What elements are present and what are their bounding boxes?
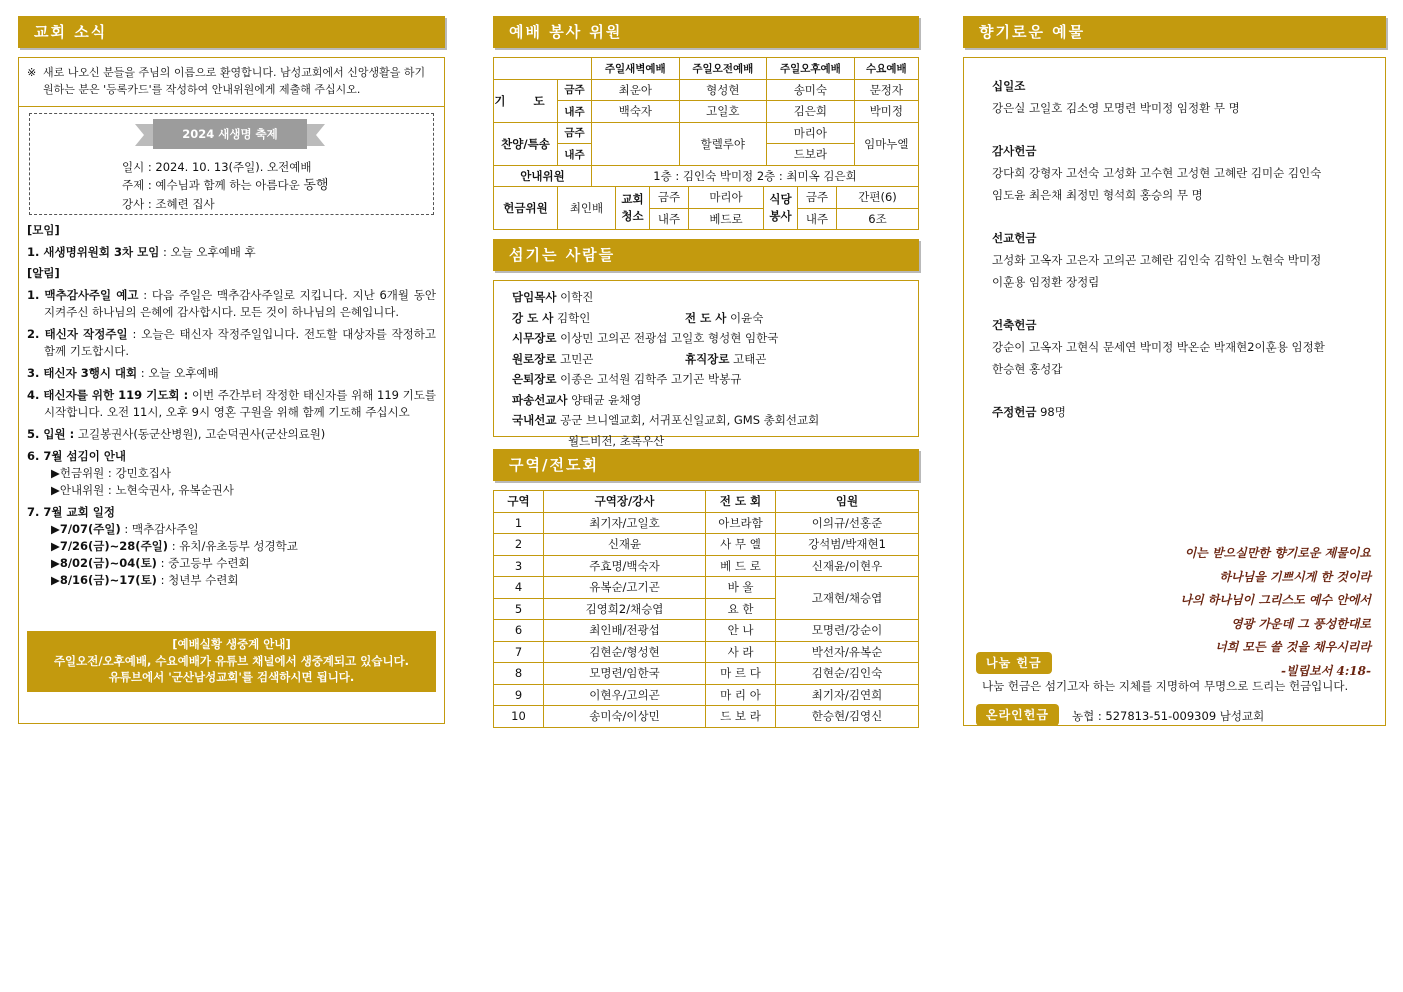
welcome-text: 새로 나오신 분들을 주님의 이름으로 환영합니다. 남성교회에서 신앙생활을 하기 원하는 분은 '등록카드'를 작성하여 안내위원에게 제출해 주십시오.: [43, 66, 426, 96]
news-list: [19, 215, 444, 593]
servants-list: [493, 280, 919, 448]
online-offering-account: 농협 : 527813-51-009309 남성교회: [1072, 709, 1265, 723]
notice-item-7: 7. 7월 교회 일정 ▶7/07(주일) : 맥추감사주일 ▶7/26(금)~28(주일) : 유치/유초등부 성경학교 ▶8/02(금)~04(토) : 중고등부 수련회 ▶8/16(금)~17(토) : 청년부 수련회: [27, 505, 298, 587]
offering-list: [992, 75, 1325, 423]
servants-header: 섬기는 사람들: [493, 239, 919, 271]
offering-header: 향기로운 예물: [963, 16, 1386, 48]
table-row: 8 모명련/임한국 마 르 다 김현순/김인숙: [494, 663, 919, 685]
servant-row: 원로장로 고민곤 휴직장로 고태곤: [512, 351, 767, 366]
district-header: 구역/전도회: [493, 449, 919, 481]
festival-ribbon: [135, 119, 325, 149]
notice-item-2: 2. 태신자 작정주일 : 오늘은 태신자 작정주일입니다. 전도할 대상자를 작정하고 함께 기도합시다.: [27, 327, 437, 358]
section-notice: [알림]: [27, 266, 60, 280]
service-table: 주일새벽예배 주일오전예배 주일오후예배 수요예배 기 도 금주 최운아 형성현 송미숙 문정자 내주 백숙자 고일호 김은희 박미정 찬양/특송 금주 할렐루야 마리아 임마누엘 내주 드보라 안내위원 1층 : 김인숙 박미정 2층 : 최미옥 김은희: [493, 57, 919, 187]
table-row: 5 김영희2/채승엽 요 한: [494, 598, 919, 620]
bible-verse: 이는 받으실만한 향기로운 제물이요 하나님을 기쁘시게 한 것이라 나의 하나님이 그리스도 예수 안에서 영광 가운데 그 풍성한대로 너희 모든 쓸 것을 채우시리라 -빌립보서 4:18-: [1180, 546, 1371, 678]
table-row: 6 최인배/전광섭 안 나 모명련/강순이: [494, 620, 919, 642]
church-news-header: 교회 소식: [18, 16, 445, 48]
section-meeting: [모임]: [27, 223, 60, 237]
offering-box: [963, 57, 1386, 726]
offering-group: 건축헌금 강순이 고옥자 고현식 문세연 박미정 박온순 박재현2이훈용 임정환 한승현 홍성갑: [992, 318, 1325, 376]
church-news-column: [18, 16, 445, 724]
festival-theme: 주제 : 예수님과 함께 하는 아름다운 동행: [122, 178, 329, 193]
offering-column: [963, 16, 1386, 726]
table-row: 9 이현우/고의곤 마 리 아 최기자/김연희: [494, 684, 919, 706]
offering-group: 선교헌금 고성화 고옥자 고은자 고의곤 고혜란 김인숙 김학인 노현숙 박미정 이훈용 임정환 장정림: [992, 231, 1322, 289]
notice-item-5: 5. 입원 : 고길봉권사(동군산병원), 고순덕권사(군산의료원): [27, 427, 326, 441]
reference-mark-icon: ※: [27, 66, 37, 79]
live-stream-banner: [예배실황 생중계 안내] 주일오전/오후예배, 수요예배가 유튜브 채널에서 생중계되고 있습니다. 유튜브에서 '군산남성교회'를 검색하시면 됩니다.: [27, 631, 436, 692]
table-row: 10 송미숙/이상민 드 보 라 한승현/김영신: [494, 706, 919, 728]
sunday-offering: 주정헌금 98명: [992, 405, 1066, 419]
service-header: 예배 봉사 위원: [493, 16, 919, 48]
district-table: 구역 구역장/강사 전 도 회 임원 1 최기자/고일호 아브라함 이의규/선홍준 2 신재윤 사 무 엘 강석범/박재현1 3 주효명/백숙자 베 드 로 신재윤/이현우 4 유복순/고기곤 바 울 고재현/채승엽 5 김영희2/채승엽 요 한 6 최인배/전광섭 안 나 모명련/강순이 7 김현순/형성현 사 라 박선자/유복순 8 모명련/임한국 마 르 다 김현순/김인숙 9 이현우/고의곤 마 리 아 최기자/김연희 10 송미숙/이상민 드 보 라 한승현/김영신: [493, 490, 919, 728]
notice-item-6: 6. 7월 섬김이 안내 ▶헌금위원 : 강민호집사 ▶안내위원 : 노현숙권사, 유복순권사: [27, 449, 234, 497]
offering-table: 헌금위원 최인배 교회 청소 금주 마리아 식당 봉사 금주 간편(6) 내주 베드로 내주 6조: [493, 186, 919, 230]
share-offering-text: 나눔 헌금은 섬기고자 하는 지체를 지명하여 무명으로 드리는 헌금입니다.: [982, 679, 1349, 693]
online-offering-tag: 온라인헌금: [976, 704, 1059, 726]
table-row: 4 유복순/고기곤 바 울 고재현/채승엽: [494, 577, 919, 599]
meeting-item: 1. 새생명위원회 3차 모임 : 오늘 오후예배 후: [27, 245, 256, 259]
servant-row: 담임목사 이학진: [512, 290, 594, 304]
notice-item-1: 1. 맥추감사주일 예고 : 다음 주일은 맥추감사주일로 지킵니다. 지난 6개월 동안 지켜주신 하나님의 은혜에 감사합시다. 모든 것이 하나님의 은혜입니다.: [27, 288, 436, 319]
festival-date: 일시 : 2024. 10. 13(주일). 오전예배: [122, 160, 312, 174]
servant-row: 강 도 사 김학인 전 도 사 이윤숙: [512, 310, 764, 325]
festival-details: [122, 158, 328, 213]
church-news-box: [18, 57, 445, 724]
servant-row: 파송선교사 양태균 윤채영: [512, 392, 642, 407]
table-row: 3 주효명/백숙자 베 드 로 신재윤/이현우: [494, 555, 919, 577]
servant-row: 국내선교 공군 브니엘교회, 서귀포신일교회, GMS 총회선교회: [512, 413, 820, 427]
table-row: 1 최기자/고일호 아브라함 이의규/선홍준: [494, 512, 919, 534]
servant-row: 월드비전, 초록우산: [568, 433, 665, 448]
table-row: 2 신재윤 사 무 엘 강석범/박재현1: [494, 534, 919, 556]
service-column: [493, 16, 919, 728]
servant-row: 시무장로 이상민 고의곤 전광섭 고일호 형성현 임한국: [512, 331, 779, 345]
notice-item-4: 4. 태신자를 위한 119 기도회 : 이번 주간부터 작정한 태신자를 위해 119 기도를 시작합니다. 오전 11시, 오후 9시 영혼 구원을 위해 함께 기도해 주십시오: [27, 388, 436, 419]
share-offering-tag: 나눔 헌금: [976, 652, 1052, 674]
offering-group: 십일조 강은실 고일호 김소영 모명련 박미정 임정환 무 명: [992, 79, 1240, 115]
festival-speaker: 강사 : 조혜련 집사: [122, 197, 215, 211]
offering-group: 감사헌금 강다희 강형자 고선숙 고성화 고수현 고성현 고혜란 김미순 김인숙 임도윤 최은채 최정민 형석희 홍승의 무 명: [992, 144, 1322, 202]
servant-row: 은퇴장로 이종은 고석원 김학주 고기곤 박봉규: [512, 372, 742, 386]
new-life-festival-box: [29, 113, 434, 215]
welcome-notice: [19, 58, 444, 107]
notice-item-3: 3. 태신자 3행시 대회 : 오늘 오후예배: [27, 366, 219, 380]
festival-title: 2024 새생명 축제: [153, 119, 307, 149]
table-row: 7 김현순/형성현 사 라 박선자/유복순: [494, 641, 919, 663]
